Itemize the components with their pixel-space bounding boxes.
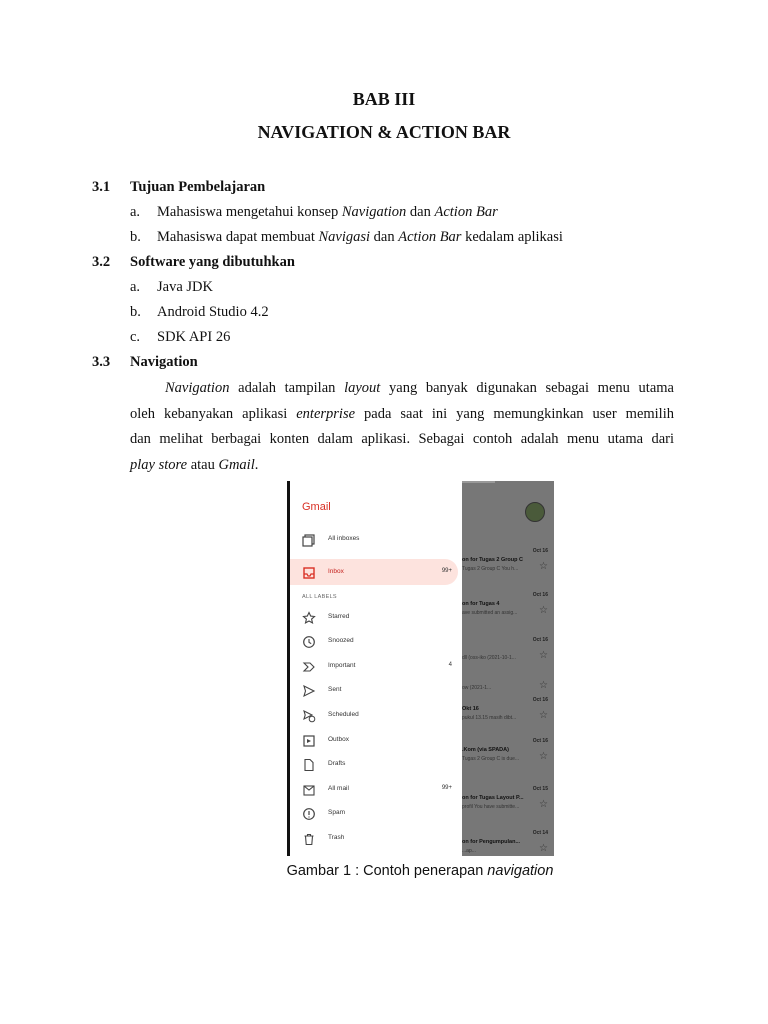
chapter-number: BAB III: [352, 89, 416, 109]
mail-preview: pukul 13.15 masih dibt...: [462, 715, 517, 721]
drawer-item-count: 99+: [441, 785, 452, 791]
star-icon[interactable]: ☆: [539, 561, 548, 572]
list-item: Java JDK: [157, 279, 213, 295]
list-item-letter: b.: [130, 229, 141, 245]
drawer-item-label: Snoozed: [328, 637, 354, 644]
gmail-screenshot: [287, 481, 554, 856]
figure-caption: Gambar 1 : Contoh penerapan navigation: [286, 863, 554, 879]
all-labels-header: ALL LABELS: [302, 594, 337, 600]
important-icon: [302, 660, 316, 674]
navigation-drawer: [290, 481, 462, 856]
list-item: Mahasiswa mengetahui konsep Navigation dan Action Bar: [157, 204, 498, 220]
list-item-letter: c.: [130, 329, 141, 345]
mail-date: Oct 14: [532, 830, 548, 836]
mail-subject: on for Pengumpulan...: [462, 839, 521, 845]
drawer-item-trash[interactable]: [290, 829, 462, 849]
all-mail-icon: [302, 783, 316, 797]
list-item-letter: a.: [130, 279, 141, 295]
mail-subject: on for Tugas Layout P...: [462, 795, 524, 801]
mail-date: Oct 16: [532, 738, 548, 744]
drawer-item-label: Drafts: [328, 760, 346, 767]
mail-list: [462, 481, 554, 856]
mail-preview: profil You have submitte...: [462, 804, 520, 810]
star-icon[interactable]: ☆: [539, 680, 548, 691]
star-icon[interactable]: ☆: [539, 751, 548, 762]
mail-item[interactable]: [462, 697, 554, 737]
list-item: SDK API 26: [157, 329, 231, 345]
section-title: Tujuan Pembelajaran: [130, 179, 266, 195]
drawer-item-all-mail[interactable]: [290, 780, 462, 800]
mail-item[interactable]: [462, 548, 554, 588]
drawer-item-label: Scheduled: [328, 711, 359, 718]
list-item-letter: a.: [130, 204, 141, 220]
mail-preview: Tugas 2 Group C is due...: [462, 756, 520, 762]
inboxes-icon: [302, 533, 316, 547]
section-number: 3.1: [92, 179, 111, 195]
mail-subject: on for Tugas 4: [462, 601, 500, 607]
drawer-item-sent[interactable]: [290, 681, 462, 701]
drawer-item-label: Important: [328, 662, 356, 669]
star-icon[interactable]: ☆: [539, 710, 548, 721]
drawer-item-outbox[interactable]: [290, 731, 462, 751]
drawer-item-scheduled[interactable]: [290, 706, 462, 726]
drawer-item-label: Trash: [328, 834, 345, 841]
section-number: 3.2: [92, 254, 111, 270]
drawer-item-label: All mail: [328, 785, 349, 792]
mail-item[interactable]: [462, 592, 554, 632]
paragraph: Navigation adalah tampilan layout yang banyak digunakan sebagai menu utama oleh kebanyakan aplikasi enterprise pada saat ini yang memungkinkan user memilih dan melihat berbagai konten dalam aplikasi. Sebagai contoh adalah menu utama dari play store atau Gmail.: [130, 380, 674, 473]
drawer-item-count: 99+: [441, 568, 452, 574]
star-icon[interactable]: ☆: [539, 843, 548, 854]
spam-icon: [302, 807, 316, 821]
mail-subject: on for Tugas 2 Group C: [462, 557, 524, 563]
mail-item[interactable]: [462, 830, 554, 856]
mail-date: Oct 16: [532, 697, 548, 703]
mail-preview: dll (oss-iko (2021-10-1...: [462, 655, 516, 661]
star-icon[interactable]: ☆: [539, 799, 548, 810]
section-title: Software yang dibutuhkan: [130, 254, 295, 270]
drawer-item-label: Sent: [328, 686, 342, 693]
drawer-item-snoozed[interactable]: [290, 632, 462, 652]
section-number: 3.3: [92, 354, 111, 370]
drawer-item-label: All inboxes: [328, 535, 360, 542]
drawer-item-starred[interactable]: [290, 608, 462, 628]
drawer-item-important[interactable]: [290, 657, 462, 677]
outbox-icon: [302, 734, 316, 748]
mail-date: Oct 15: [532, 786, 548, 792]
clock-icon: [302, 635, 316, 649]
drawer-item-label: Spam: [328, 809, 345, 816]
drawer-item-drafts[interactable]: [290, 755, 462, 775]
drawer-item-inbox[interactable]: [290, 563, 462, 583]
mail-subject: Okt 16: [462, 706, 479, 712]
drawer-item-all-inboxes[interactable]: [290, 530, 462, 550]
drawer-item-spam[interactable]: [290, 804, 462, 824]
mail-date: Oct 16: [532, 637, 548, 643]
drawer-item-count: 4: [448, 662, 452, 668]
star-icon: [302, 611, 316, 625]
list-item-letter: b.: [130, 304, 141, 320]
section-title: Navigation: [130, 354, 198, 370]
mail-item[interactable]: [462, 786, 554, 826]
gmail-logo: Gmail: [302, 501, 331, 513]
draft-icon: [302, 758, 316, 772]
mail-preview: ave submitted an assig...: [462, 610, 518, 616]
mail-preview: Tugas 2 Group C You h...: [462, 566, 519, 572]
trash-icon: [302, 832, 316, 846]
drawer-item-label: Starred: [328, 613, 350, 620]
mail-item[interactable]: [462, 738, 554, 778]
mail-preview: ...ap...: [462, 848, 476, 854]
drawer-item-label: Inbox: [328, 568, 344, 575]
avatar: [525, 502, 545, 522]
chapter-title: NAVIGATION & ACTION BAR: [257, 122, 511, 142]
mail-preview: ow (2021-1...: [462, 685, 492, 691]
drawer-item-label: Outbox: [328, 736, 349, 743]
list-item: Mahasiswa dapat membuat Navigasi dan Action Bar kedalam aplikasi: [157, 229, 563, 245]
send-icon: [302, 684, 316, 698]
mail-subject: .Kom (via SPADA): [462, 747, 509, 753]
mail-date: Oct 16: [532, 592, 548, 598]
scheduled-icon: [302, 709, 316, 723]
mail-date: Oct 16: [532, 548, 548, 554]
inbox-icon: [302, 566, 316, 580]
star-icon[interactable]: ☆: [539, 605, 548, 616]
list-item: Android Studio 4.2: [157, 304, 269, 320]
star-icon[interactable]: ☆: [539, 650, 548, 661]
